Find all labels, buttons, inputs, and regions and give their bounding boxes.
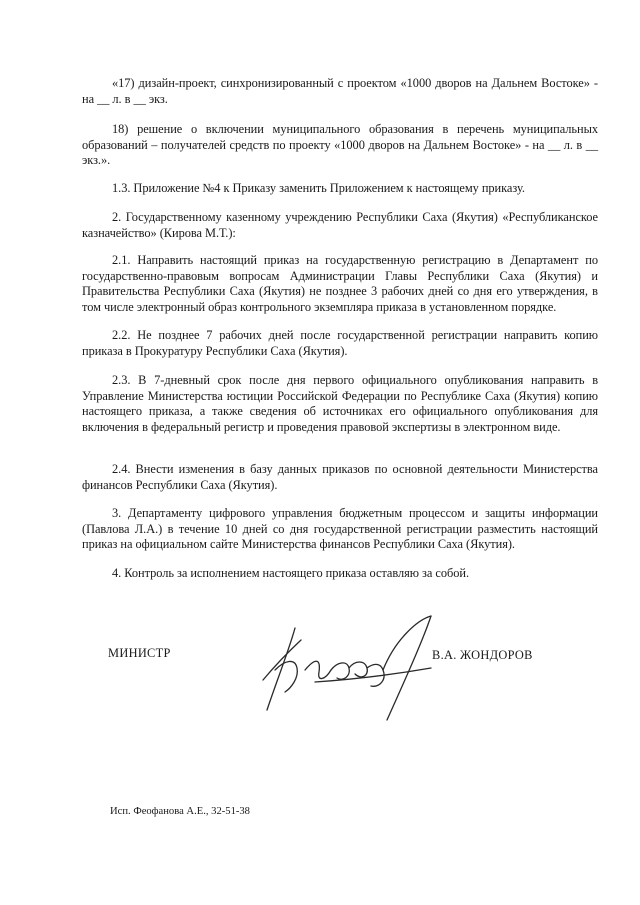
paragraph-3: 3. Департаменту цифрового управления бюджетным процессом и защиты информации (Павлова Л.А.) в течение 10 дней со дня государственной регистрации разместить настоящий приказ на официальном сайте Министерства финансов Республики Саха (Якутия). [82, 506, 598, 552]
paragraph-2-3: 2.3. В 7-дневный срок после дня первого официального опубликования направить в Управление Министерства юстиции Российской Федерации по Республике Саха (Якутия) копию настоящего приказа, а также сведения об источниках его официального опубликования для включения в федеральный регистр и проведения правовой экспертизы в электронном виде. [82, 373, 598, 434]
executor-note: Исп. Феофанова А.Е., 32-51-38 [110, 806, 250, 817]
handwritten-signature [255, 610, 445, 730]
paragraph-item-17: «17) дизайн-проект, синхронизированный с проектом «1000 дворов на Дальнем Востоке» - на __ л. в __ экз. [82, 76, 598, 106]
paragraph-1-3: 1.3. Приложение №4 к Приказу заменить Приложением к настоящему приказу. [112, 181, 525, 196]
paragraph-2-4: 2.4. Внести изменения в базу данных приказов по основной деятельности Министерства финансов Республики Саха (Якутия). [82, 462, 598, 492]
position-title: МИНИСТР [108, 646, 171, 660]
signer-name: В.А. ЖОНДОРОВ [432, 648, 533, 662]
paragraph-2-1: 2.1. Направить настоящий приказ на государственную регистрацию в Департамент по государственно-правовым вопросам Администрации Главы Республики Саха (Якутия) и Правительства Республики Саха (Якутия) не позднее 3 рабочих дней со дня его утверждения, в том числе электронный образ контрольного экземпляра приказа в установленном порядке. [82, 253, 598, 314]
signature-block [0, 640, 640, 730]
paragraph-2-2: 2.2. Не позднее 7 рабочих дней после государственной регистрации направить копию приказа в Прокуратуру Республики Саха (Якутия). [82, 328, 598, 358]
paragraph-item-18: 18) решение о включении муниципального образования в перечень муниципальных образований – получателей средств по проекту «1000 дворов на Дальнем Востоке» - на __ л. в __ экз.». [82, 122, 598, 168]
paragraph-4: 4. Контроль за исполнением настоящего приказа оставляю за собой. [112, 566, 470, 581]
paragraph-2: 2. Государственному казенному учреждению Республики Саха (Якутия) «Республиканское казначейство» (Кирова М.Т.): [82, 210, 598, 240]
